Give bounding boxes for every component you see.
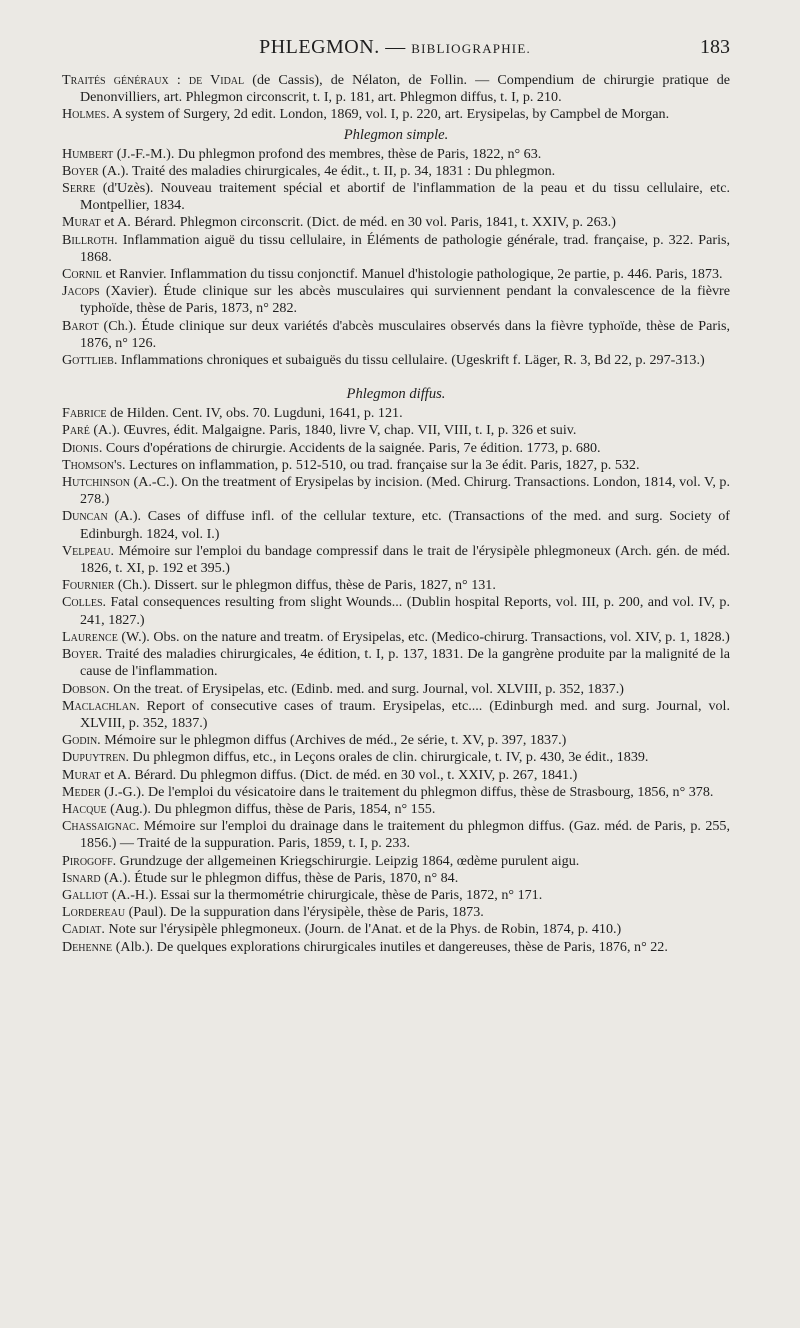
entry-author: Laurence	[62, 628, 118, 645]
bibliography-entry	[62, 629, 730, 646]
bibliography-entry	[62, 72, 730, 106]
entry-reference: (J.-F.-M.). Du phlegmon profond des membres, thèse de Paris, 1822, n° 63.	[113, 145, 542, 162]
bibliography-entry	[62, 457, 730, 474]
entry-author: Billroth.	[62, 231, 118, 248]
entry-reference: et A. Bérard. Du phlegmon diffus. (Dict. de méd. en 30 vol., t. XXIV, p. 267, 1841.)	[100, 766, 578, 783]
entry-reference: (W.). Obs. on the nature and treatm. of Erysipelas, etc. (Medico-chirurg. Transactions, vol. XIV, p. 1, 1828.)	[117, 628, 730, 645]
entry-author: Meder	[62, 783, 101, 800]
entry-reference: A system of Surgery, 2d edit. London, 1869, vol. I, p. 220, art. Erysipelas, by Campbel de Morgan.	[109, 106, 670, 123]
bibliography-entry	[62, 784, 730, 801]
bibliography-entry	[62, 146, 730, 163]
general-treatises-list	[62, 72, 730, 124]
bibliography-entry	[62, 543, 730, 577]
entry-reference: Lectures on inflammation, p. 512-510, ou trad. française sur la 3e édit. Paris, 1827, p. 532.	[125, 456, 640, 473]
entry-author: Holmes.	[62, 106, 110, 123]
bibliography-entry	[62, 818, 730, 852]
diffuse-phlegmon-list	[62, 405, 730, 956]
entry-author: Duncan	[62, 508, 108, 525]
entry-reference: et A. Bérard. Phlegmon circonscrit. (Dict. de méd. en 30 vol. Paris, 1841, t. XXIV, p. 263.)	[100, 214, 616, 231]
bibliography-entry	[62, 732, 730, 749]
bibliography-entry	[62, 853, 730, 870]
entry-reference: Mémoire sur l'emploi du drainage dans le traitement du phlegmon diffus. (Gaz. méd. de Paris, p. 255, 1856.) — Traité de la suppuration. Paris, 1859, t. I, p. 233.	[80, 818, 730, 852]
entry-author: Chassaignac.	[62, 818, 140, 835]
bibliography-entry	[62, 594, 730, 628]
bibliography-entry	[62, 870, 730, 887]
entry-author: Jacops	[62, 283, 100, 300]
bibliography-entry	[62, 232, 730, 266]
entry-reference: (A.). Traité des maladies chirurgicales, 4e édit., t. II, p. 34, 1831 : Du phlegmon.	[98, 162, 556, 179]
bibliography-entry	[62, 577, 730, 594]
entry-reference: (de Cassis), de Nélaton, de Follin. — Compendium de chirurgie pratique de Denonvilliers, art. Phlegmon circonscrit, t. I, p. 181, art. Phlegmon diffus, t. I, p. 210.	[80, 72, 730, 106]
running-header	[60, 30, 730, 64]
header-dash: —	[385, 36, 406, 58]
entry-author: Velpeau.	[62, 542, 115, 559]
entry-reference: Traité des maladies chirurgicales, 4e édition, t. I, p. 137, 1831. De la gangrène produite par la malignité de la cause de l'inflammation.	[80, 646, 730, 680]
bibliography-entry	[62, 405, 730, 422]
running-title	[60, 36, 730, 59]
entry-reference: (Paul). De la suppuration dans l'érysipèle, thèse de Paris, 1873.	[125, 904, 484, 921]
entry-author: Paré	[62, 422, 90, 439]
bibliography-entry	[62, 681, 730, 698]
bibliography-entry	[62, 106, 730, 123]
bibliography-entry	[62, 698, 730, 732]
bibliography-entry	[62, 283, 730, 317]
entry-reference: et Ranvier. Inflammation du tissu conjonctif. Manuel d'histologie pathologique, 2e partie, p. 446. Paris, 1873.	[101, 266, 723, 283]
entry-reference: (A.-H.). Essai sur la thermométrie chirurgicale, thèse de Paris, 1872, n° 171.	[108, 886, 543, 903]
bibliography-entry	[62, 921, 730, 938]
entry-author: Humbert	[62, 145, 114, 162]
bibliography-entry	[62, 939, 730, 956]
entry-author: Godin.	[62, 732, 101, 749]
entry-reference: (Ch.). Dissert. sur le phlegmon diffus, thèse de Paris, 1827, n° 131.	[114, 577, 496, 594]
entry-reference: de Hilden. Cent. IV, obs. 70. Lugduni, 1641, p. 121.	[106, 405, 403, 422]
entry-reference: (A.). Œuvres, édit. Malgaigne. Paris, 1840, livre V, chap. VII, VIII, t. I, p. 326 et suiv.	[89, 422, 577, 439]
bibliography-entry	[62, 266, 730, 283]
entry-author: Hutchinson	[62, 474, 130, 491]
entry-reference: Du phlegmon diffus, etc., in Leçons orales de clin. chirurgicale, t. IV, p. 430, 3e édit., 1839.	[129, 749, 649, 766]
bibliography-entry	[62, 767, 730, 784]
entry-author: Murat	[62, 766, 101, 783]
entry-author: Barot	[62, 317, 99, 334]
bibliography-entry	[62, 887, 730, 904]
bibliography-entry	[62, 214, 730, 231]
bibliography-entry	[62, 904, 730, 921]
bibliography-entry	[62, 163, 730, 180]
entry-reference: (Xavier). Étude clinique sur les abcès musculaires qui surviennent pendant la convalescence de la fièvre typhoïde, thèse de Paris, 1873, n° 282.	[80, 283, 730, 317]
entry-reference: Mémoire sur le phlegmon diffus (Archives de méd., 2e série, t. XV, p. 397, 1837.)	[100, 732, 567, 749]
entry-author: Isnard	[62, 869, 101, 886]
entry-author: Dionis.	[62, 439, 103, 456]
simple-phlegmon-list	[62, 146, 730, 370]
bibliography-entry	[62, 646, 730, 680]
entry-author: Galliot	[62, 886, 109, 903]
entry-reference: Inflammation aiguë du tissu cellulaire, in Éléments de pathologie générale, trad. française, p. 322. Paris, 1868.	[80, 231, 730, 265]
entry-reference: Fatal consequences resulting from slight Wounds... (Dublin hospital Reports, vol. III, p. 200, and vol. IV, p. 241, 1827.)	[80, 594, 730, 628]
bibliography-entry	[62, 318, 730, 352]
entry-author: Hacque	[62, 800, 107, 817]
entry-author: Dehenne	[62, 938, 113, 955]
entry-reference: (d'Uzès). Nouveau traitement spécial et abortif de l'inflammation de la peau et du tissu cellulaire, etc. Montpellier, 1834.	[80, 180, 730, 214]
entry-author: Boyer	[62, 162, 99, 179]
entry-reference: Grundzuge der allgemeinen Kriegschirurgie. Leipzig 1864, œdème purulent aigu.	[116, 852, 580, 869]
bibliography-entry	[62, 508, 730, 542]
entry-author: Cadiat.	[62, 921, 105, 938]
entry-author: Fournier	[62, 577, 115, 594]
entry-author: Traités généraux : de Vidal	[62, 72, 245, 88]
entry-author: Murat	[62, 214, 101, 231]
section-gap	[62, 369, 730, 383]
entry-author: Colles.	[62, 594, 107, 611]
entry-author: Thomson's.	[62, 456, 126, 473]
header-title: PHLEGMON.	[259, 36, 380, 58]
entry-author: Dobson.	[62, 680, 110, 697]
bibliography-entry	[62, 801, 730, 818]
section-title-diffuse: Phlegmon diffus.	[346, 386, 446, 403]
entry-author: Maclachlan.	[62, 697, 140, 714]
entry-reference: (Ch.). Étude clinique sur deux variétés d'abcès musculaires observés dans la fièvre typhoïde, thèse de Paris, 1876, n° 126.	[80, 317, 730, 351]
bibliography-entry	[62, 352, 730, 369]
entry-reference: (A.-C.). On the treatment of Erysipelas by incision. (Med. Chirurg. Transactions. London, 1814, vol. V, p. 278.)	[80, 474, 730, 508]
entry-reference: Mémoire sur l'emploi du bandage compressif dans le trait de l'érysipèle phlegmoneux (Arch. gén. de méd. 1826, t. XI, p. 192 et 395.)	[80, 542, 730, 577]
bibliography-entry	[62, 440, 730, 457]
entry-author: Gottlieb.	[62, 352, 118, 369]
page-number: 183	[700, 36, 730, 58]
entry-reference: (A.). Cases of diffuse infl. of the cellular texture, etc. (Transactions of the med. and surg. Society of Edinburgh. 1824, vol. I.)	[80, 508, 730, 542]
entry-reference: Note sur l'érysipèle phlegmoneux. (Journ. de l'Anat. et de la Phys. de Robin, 1874, p. 410.)	[104, 921, 622, 938]
entry-author: Cornil	[62, 266, 102, 283]
entry-reference: (Aug.). Du phlegmon diffus, thèse de Paris, 1854, n° 155.	[106, 800, 436, 817]
header-subtitle: BIBLIOGRAPHIE.	[411, 41, 531, 56]
entry-author: Fabrice	[62, 405, 107, 422]
bibliography-entry	[62, 749, 730, 766]
entry-author: Pirogoff.	[62, 852, 117, 869]
bibliography-entry	[62, 474, 730, 508]
entry-author: Dupuytren.	[62, 749, 130, 766]
bibliography-entry	[62, 180, 730, 214]
entry-reference: Inflammations chroniques et subaiguës du tissu cellulaire. (Ugeskrift f. Läger, R. 3, Bd 22, p. 297-313.)	[117, 352, 705, 369]
entry-author: Serre	[62, 180, 96, 197]
entry-reference: (Alb.). De quelques explorations chirurgicales inutiles et dangereuses, thèse de Paris, 1876, n° 22.	[112, 938, 668, 955]
section-title-simple: Phlegmon simple.	[343, 126, 449, 143]
entry-reference: (A.). Étude sur le phlegmon diffus, thèse de Paris, 1870, n° 84.	[100, 869, 459, 886]
bibliography-entry	[62, 422, 730, 439]
entry-reference: On the treat. of Erysipelas, etc. (Edinb. med. and surg. Journal, vol. XLVIII, p. 352, 1837.)	[109, 680, 624, 697]
bibliography-body	[62, 72, 730, 956]
entry-reference: (J.-G.). De l'emploi du vésicatoire dans le traitement du phlegmon diffus, thèse de Strasbourg, 1856, n° 378.	[100, 783, 714, 800]
entry-author: Boyer.	[62, 646, 103, 663]
entry-reference: Cours d'opérations de chirurgie. Accidents de la saignée. Paris, 7e édition. 1773, p. 680.	[102, 439, 601, 456]
entry-reference: Report of consecutive cases of traum. Erysipelas, etc.... (Edinburgh med. and surg. Journal, vol. XLVIII, p. 352, 1837.)	[80, 697, 730, 731]
entry-author: Lordereau	[62, 904, 126, 921]
